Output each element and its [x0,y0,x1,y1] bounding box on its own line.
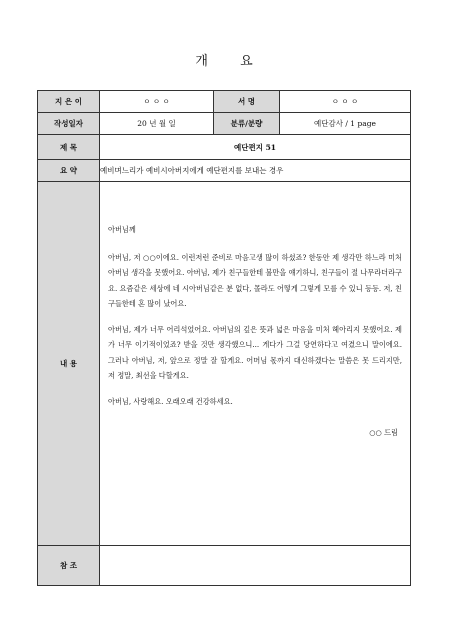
summary-row [38,160,411,182]
date-value: 20 년 월 일 [100,113,214,135]
letter-paragraph-3: 아버님, 사랑해요. 오래오래 건강하세요. [108,396,233,406]
reference-label: 참 조 [38,546,100,586]
overview-form [37,90,411,586]
author-row [38,91,411,113]
summary-label: 요 약 [38,160,100,182]
subject-value: 예단편지 51 [100,135,411,160]
letter-signature: ○○ 드림 [369,428,398,437]
summary-value: 예비며느리가 예비시아버지에게 예단편지를 보내는 경우 [100,160,411,182]
category-label: 분류/분량 [214,113,280,135]
letter-greeting: 아버님께 [108,225,136,234]
signature-value: ㅇ ㅇ ㅇ [280,91,411,113]
letter [108,222,402,441]
date-label: 작성일자 [38,113,100,135]
reference-row [38,546,411,586]
content-label: 내 용 [38,182,100,546]
letter-paragraph-1: 아버님, 저 ○○이에요. 이런저런 준비로 마음고생 많이 하셨죠? 한동안 제 생각만 하느라 미처 아버님 생각을 못했어요. 아버님, 제가 친구들한테 불만을 얘기하니, 친구들이 절 나무라더라구요. 요즘같은 세상에 네 시아버님같은 분 없다, 몰라도 어떻게 그렇게 모를 수 있니 등등. 저, 친구들한테 혼 많이 났어요. [108,252,402,308]
letter-paragraph-2: 아버님, 제가 너무 어리석었어요. 아버님의 깊은 뜻과 넓은 마음을 미처 헤아리지 못했어요. 제가 너무 이기적이었죠? 받을 것만 생각했으니... 게다가 그걸 당연하다고 여겼으니 말이에요. 그러나 아버님, 저, 앞으로 정말 잘 할게요. 어머님 몫까지 대신하겠다는 말씀은 못 드리지만, 저 정말, 최선을 다할게요. [108,324,402,380]
author-value: ㅇ ㅇ ㅇ [100,91,214,113]
content-row [38,182,411,546]
signature-label: 서 명 [214,91,280,113]
subject-row [38,135,411,160]
date-row [38,113,411,135]
reference-value [100,546,411,586]
page-title: 개 요 [195,54,255,69]
content-body [100,182,411,546]
category-value: 예단감사 / 1 page [280,113,411,135]
subject-label: 제 목 [38,135,100,160]
author-label: 지 은 이 [38,91,100,113]
